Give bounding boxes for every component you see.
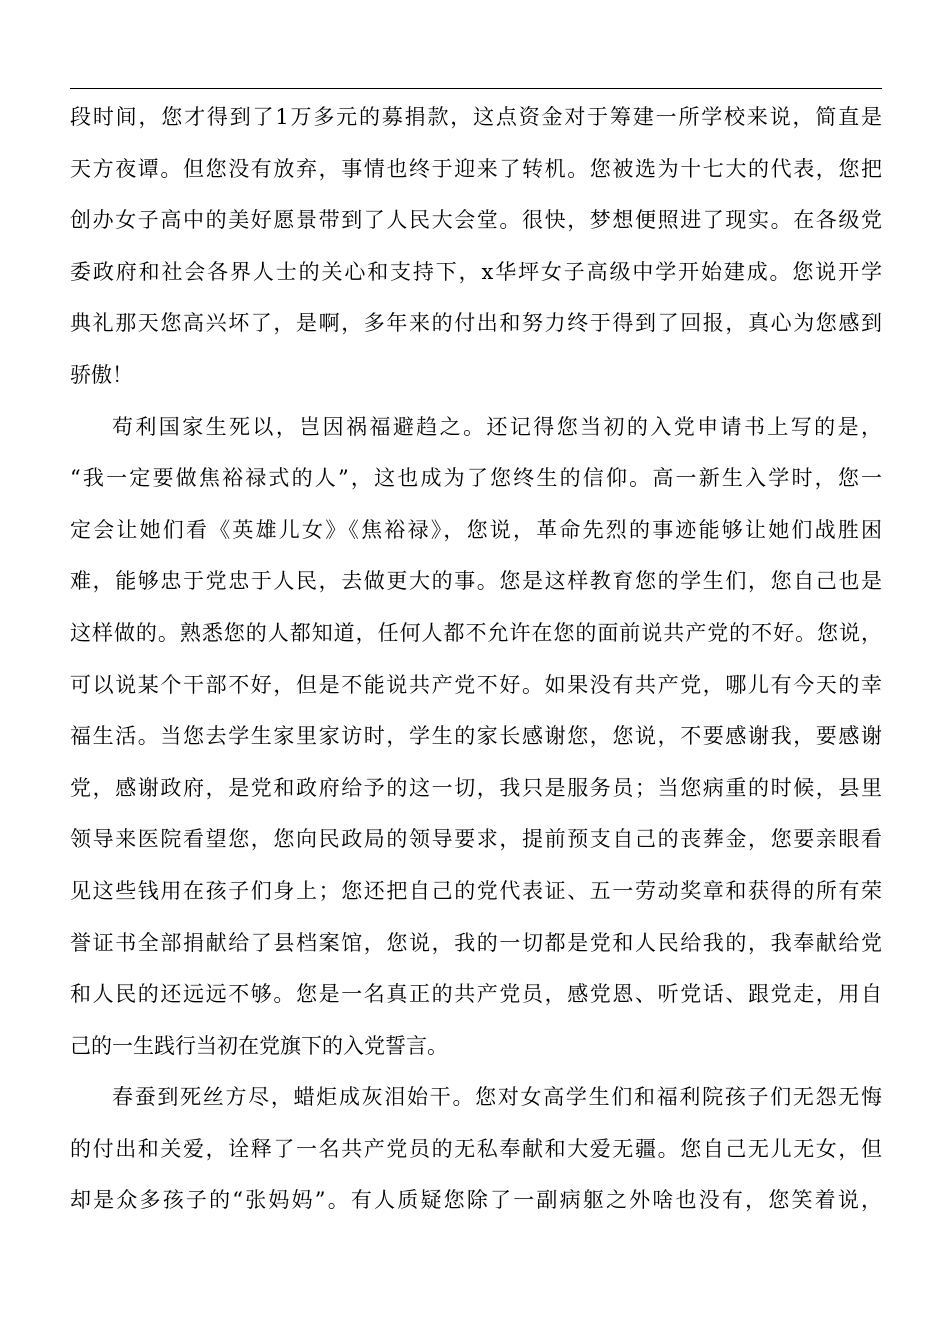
text-line: 难，能够忠于党忠于人民，去做更大的事。您是这样教育您的学生们，您自己也是 (70, 569, 882, 594)
text-line: 党，感谢政府，是党和政府给予的这一切，我只是服务员；当您病重的时候，县里 (70, 775, 882, 800)
text-line: 可以说某个干部不好，但是不能说共产党不好。如果没有共产党，哪儿有今天的幸 (70, 672, 882, 697)
text-line: 委政府和社会各界人士的关心和支持下，x华坪女子高级中学开始建成。您说开学 (70, 259, 882, 284)
text-line: 这样做的。熟悉您的人都知道，任何人都不允许在您的面前说共产党的不好。您说， (70, 620, 882, 645)
text-line: 天方夜谭。但您没有放弃，事情也终于迎来了转机。您被选为十七大的代表，您把 (70, 156, 882, 181)
text-line: 苟利国家生死以，岂因祸福避趋之。还记得您当初的入党申请书上写的是， (112, 414, 882, 439)
text-line: 和人民的还远远不够。您是一名真正的共产党员，感党恩、听党话、跟党走，用自 (70, 982, 882, 1007)
text-line: 春蚕到死丝方尽，蜡炬成灰泪始干。您对女高学生们和福利院孩子们无怨无悔 (112, 1085, 882, 1110)
text-line: 福生活。当您去学生家里家访时，学生的家长感谢您，您说，不要感谢我，要感谢 (70, 724, 882, 749)
paragraph-1 (70, 92, 882, 402)
text-line: 的付出和关爱，诠释了一名共产党员的无私奉献和大爱无疆。您自己无儿无女，但 (70, 1136, 882, 1161)
text-line: 定会让她们看《英雄儿女》《焦裕禄》，您说，革命先烈的事迹能够让她们战胜困 (70, 517, 882, 542)
header-rule (70, 88, 882, 89)
text-line: “我一定要做焦裕禄式的人”，这也成为了您终生的信仰。高一新生入学时，您一 (70, 466, 882, 491)
document-body (70, 92, 882, 1227)
text-line: 领导来医院看望您，您向民政局的领导要求，提前预支自己的丧葬金，您要亲眼看 (70, 827, 882, 852)
paragraph-2 (70, 402, 882, 1073)
text-line: 己的一生践行当初在党旗下的入党誓言。 (70, 1033, 448, 1058)
paragraph-3 (70, 1072, 882, 1227)
text-line: 创办女子高中的美好愿景带到了人民大会堂。很快，梦想便照进了现实。在各级党 (70, 208, 882, 233)
text-line: 却是众多孩子的“张妈妈”。有人质疑您除了一副病躯之外啥也没有，您笑着说， (70, 1188, 882, 1213)
text-line: 段时间，您才得到了1万多元的募捐款，这点资金对于筹建一所学校来说，简直是 (70, 105, 882, 129)
text-line: 骄傲！ (70, 362, 133, 387)
text-line: 誉证书全部捐献给了县档案馆，您说，我的一切都是党和人民给我的，我奉献给党 (70, 930, 882, 955)
text-line: 见这些钱用在孩子们身上；您还把自己的党代表证、五一劳动奖章和获得的所有荣 (70, 878, 882, 903)
text-line: 典礼那天您高兴坏了，是啊，多年来的付出和努力终于得到了回报，真心为您感到 (70, 311, 882, 336)
